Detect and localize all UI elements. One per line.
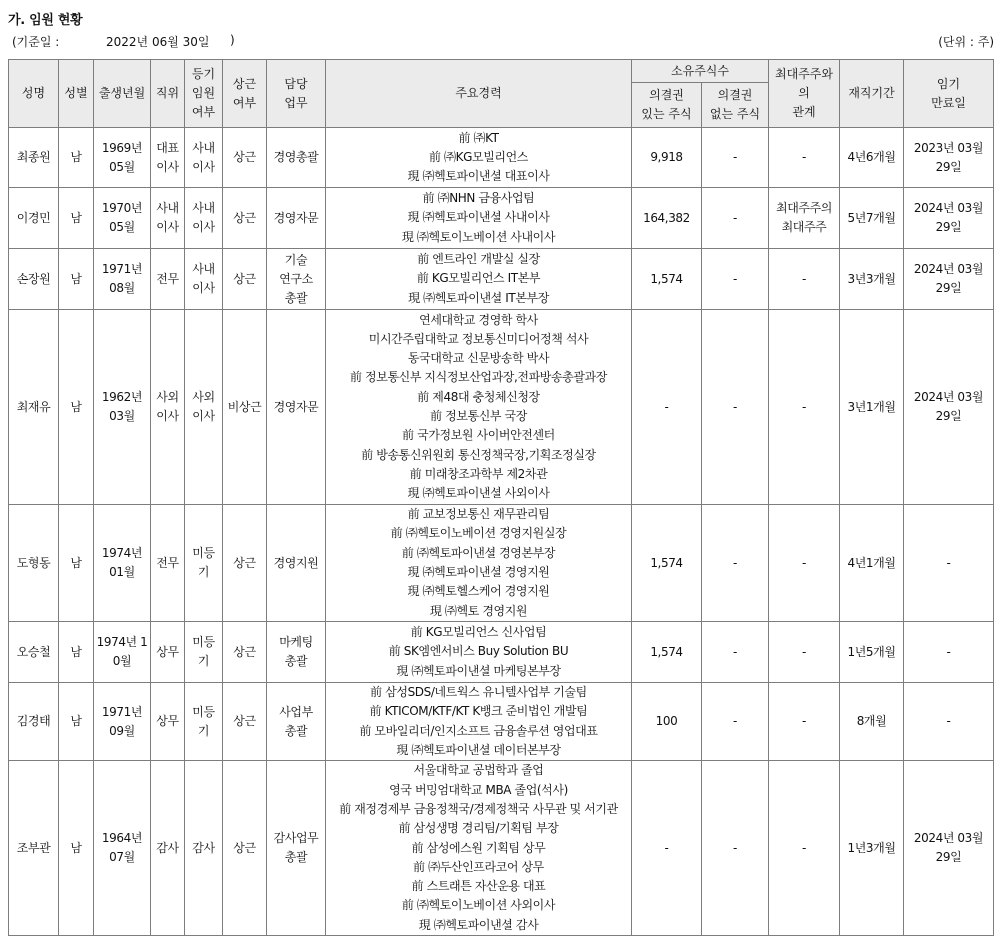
cell-registered bbox=[185, 622, 223, 683]
cell-fulltime: 상근 bbox=[223, 505, 267, 622]
header-registered bbox=[185, 60, 223, 128]
career-line: 前 SK엠엔서비스 Buy Solution BU bbox=[388, 644, 569, 659]
cell-duty bbox=[267, 128, 326, 188]
registered-line1: 미등 bbox=[192, 635, 215, 649]
cell-nonvoting-shares: - bbox=[702, 683, 769, 761]
cell-name: 도형동 bbox=[9, 505, 59, 622]
term-line1: 2024년 03월 bbox=[913, 831, 984, 846]
header-term-line2: 만료일 bbox=[931, 95, 966, 110]
base-date: 2022년 06월 30일 bbox=[106, 35, 210, 49]
cell-tenure: 8개월 bbox=[840, 683, 904, 761]
table-row bbox=[9, 249, 994, 310]
position-line1: 상무 bbox=[156, 644, 179, 659]
cell-fulltime: 상근 bbox=[223, 188, 267, 249]
cell-registered bbox=[185, 128, 223, 188]
header-registered-line1: 등기 bbox=[191, 67, 216, 81]
cell-position bbox=[151, 310, 185, 505]
cell-career bbox=[326, 505, 632, 622]
position-line1: 사내 bbox=[156, 201, 179, 215]
header-duty bbox=[267, 60, 326, 128]
position-line2: 이사 bbox=[156, 409, 179, 423]
cell-fulltime: 상근 bbox=[223, 622, 267, 683]
cell-fulltime: 상근 bbox=[223, 761, 267, 936]
career-line: 前 미래창조과학부 제2차관 bbox=[409, 466, 548, 481]
table-row bbox=[9, 683, 994, 761]
career-line: 前 삼성SDS/네트웍스 유니텔사업부 기술팀 bbox=[370, 685, 587, 699]
career-line: 前 정보통신부 지식정보산업과장,전파방송총괄과장 bbox=[350, 370, 607, 385]
header-fulltime bbox=[223, 60, 267, 128]
career-line: 前 재정경제부 금융정책국/경제정책국 사무관 및 서기관 bbox=[339, 801, 618, 816]
cell-gender: 남 bbox=[59, 310, 94, 505]
header-fulltime-line2: 여부 bbox=[232, 95, 257, 110]
cell-career bbox=[326, 622, 632, 683]
cell-relation bbox=[769, 683, 840, 761]
career-line: 現 ㈜헥토파이낸셜 마케팅본부장 bbox=[396, 663, 561, 678]
cell-relation bbox=[769, 505, 840, 622]
header-term-line1: 임기 bbox=[936, 76, 961, 91]
relation-line1: 최대주주의 bbox=[776, 201, 832, 215]
cell-registered bbox=[185, 310, 223, 505]
term-line2: 29일 bbox=[935, 281, 962, 295]
cell-name: 김경태 bbox=[9, 683, 59, 761]
term-line1: 2023년 03월 bbox=[913, 140, 984, 155]
cell-duty bbox=[267, 761, 326, 936]
cell-tenure: 3년1개월 bbox=[840, 310, 904, 505]
career-line: 前 스트래튼 자산운용 대표 bbox=[411, 879, 546, 894]
cell-tenure: 4년6개월 bbox=[840, 128, 904, 188]
cell-position bbox=[151, 128, 185, 188]
cell-gender: 남 bbox=[59, 505, 94, 622]
cell-name: 손장원 bbox=[9, 249, 59, 310]
position-line1: 대표 bbox=[156, 140, 179, 155]
cell-duty bbox=[267, 505, 326, 622]
header-name: 성명 bbox=[9, 60, 59, 128]
career-line: 前 ㈜KG모빌리언스 bbox=[429, 149, 528, 164]
birth-year: 1964년 bbox=[101, 831, 143, 846]
birth-month: 05월 bbox=[109, 159, 135, 174]
cell-nonvoting-shares: - bbox=[702, 128, 769, 188]
cell-relation bbox=[769, 128, 840, 188]
career-line: 前 ㈜KT bbox=[458, 130, 499, 145]
cell-name: 최종원 bbox=[9, 128, 59, 188]
cell-birth bbox=[94, 128, 151, 188]
cell-voting-shares: 164,382 bbox=[632, 188, 702, 249]
birth-month: 01월 bbox=[109, 565, 135, 579]
base-date-close: ) bbox=[230, 33, 235, 47]
relation-line1: - bbox=[802, 399, 806, 414]
career-line: 現 ㈜헥토파이낸셜 경영지원 bbox=[407, 565, 550, 579]
career-line: 現 ㈜헥토이노베이션 사내이사 bbox=[401, 229, 556, 244]
registered-line1: 사내 bbox=[192, 262, 215, 276]
registered-line2: 이사 bbox=[192, 220, 215, 234]
table-row bbox=[9, 188, 994, 249]
cell-name: 최재유 bbox=[9, 310, 59, 505]
career-line: 연세대학교 경영학 학사 bbox=[419, 312, 538, 327]
cell-birth bbox=[94, 505, 151, 622]
birth-month: 05월 bbox=[109, 220, 135, 234]
cell-duty bbox=[267, 188, 326, 249]
header-row bbox=[9, 60, 994, 83]
table-caption bbox=[8, 33, 994, 51]
career-line: 前 삼성에스원 기획팀 상무 bbox=[411, 840, 546, 855]
table-body bbox=[9, 128, 994, 936]
cell-position bbox=[151, 622, 185, 683]
cell-name: 이경민 bbox=[9, 188, 59, 249]
career-line: 前 엔트라인 개발실 실장 bbox=[417, 252, 540, 267]
duty-line2: 총괄 bbox=[284, 654, 308, 668]
cell-voting-shares: - bbox=[632, 310, 702, 505]
birth-month: 03월 bbox=[109, 409, 135, 423]
duty-line2: 총괄 bbox=[284, 723, 308, 738]
birth-month: 07월 bbox=[109, 850, 135, 865]
registered-line1: 사내 bbox=[192, 140, 215, 155]
cell-registered bbox=[185, 249, 223, 310]
header-voting-line1: 의결권 bbox=[649, 88, 684, 102]
career-line: 영국 버밍엄대학교 MBA 졸업(석사) bbox=[389, 782, 568, 797]
section-title: 가. 임원 현황 bbox=[8, 13, 83, 28]
duty-line1: 기술 bbox=[284, 252, 308, 267]
cell-fulltime: 상근 bbox=[223, 249, 267, 310]
cell-gender: 남 bbox=[59, 128, 94, 188]
cell-tenure: 1년3개월 bbox=[840, 761, 904, 936]
registered-line1: 미등 bbox=[192, 704, 215, 719]
duty-line1: 감사업무 bbox=[273, 831, 319, 846]
cell-position bbox=[151, 761, 185, 936]
table-row bbox=[9, 310, 994, 505]
cell-term-end bbox=[904, 761, 994, 936]
career-line: 前 교보정보통신 재무관리팀 bbox=[407, 507, 550, 522]
cell-voting-shares: 1,574 bbox=[632, 505, 702, 622]
cell-name: 오승철 bbox=[9, 622, 59, 683]
cell-birth bbox=[94, 188, 151, 249]
registered-line2: 기 bbox=[197, 723, 210, 738]
birth-year: 1970년 bbox=[101, 201, 143, 215]
cell-birth bbox=[94, 622, 151, 683]
cell-name: 조부관 bbox=[9, 761, 59, 936]
cell-birth bbox=[94, 310, 151, 505]
career-line: 前 KTICOM/KTF/KT K뱅크 준비법인 개발팀 bbox=[369, 704, 588, 719]
career-line: 現 ㈜헥토파이낸셜 IT본부장 bbox=[408, 290, 549, 305]
cell-duty bbox=[267, 249, 326, 310]
duty-line1: 사업부 bbox=[279, 704, 313, 719]
career-line: 前 ㈜두산인프라코어 상무 bbox=[413, 859, 544, 874]
birth-year: 1962년 bbox=[101, 390, 143, 404]
cell-gender: 남 bbox=[59, 188, 94, 249]
cell-nonvoting-shares: - bbox=[702, 622, 769, 683]
duty-line1: 경영총괄 bbox=[273, 150, 319, 164]
career-line: 現 ㈜헥토파이낸셜 데이터본부장 bbox=[396, 742, 561, 757]
header-duty-line1: 담당 bbox=[284, 76, 308, 91]
cell-fulltime: 상근 bbox=[223, 128, 267, 188]
unit-label: (단위 : 주) bbox=[938, 35, 994, 49]
term-line1: 2024년 03월 bbox=[913, 390, 984, 404]
relation-line1: - bbox=[802, 150, 806, 164]
career-line: 現 ㈜헥토헬스케어 경영지원 bbox=[407, 584, 550, 599]
cell-position bbox=[151, 249, 185, 310]
cell-registered bbox=[185, 505, 223, 622]
career-line: 現 ㈜헥토파이낸셜 사외이사 bbox=[407, 486, 550, 501]
position-line2: 이사 bbox=[156, 159, 179, 174]
cell-career bbox=[326, 310, 632, 505]
cell-voting-shares: 100 bbox=[632, 683, 702, 761]
career-line: 서울대학교 공법학과 졸업 bbox=[413, 763, 544, 778]
birth-year: 1974년 bbox=[101, 546, 143, 560]
career-line: 現 ㈜헥토파이낸셜 사내이사 bbox=[407, 210, 550, 225]
header-registered-line3: 여부 bbox=[191, 105, 216, 119]
header-gender: 성별 bbox=[59, 60, 94, 128]
relation-line2: 최대주주 bbox=[781, 220, 827, 234]
cell-fulltime: 비상근 bbox=[223, 310, 267, 505]
cell-gender: 남 bbox=[59, 761, 94, 936]
birth-year: 1971년 bbox=[101, 704, 143, 719]
registered-line2: 기 bbox=[197, 565, 210, 579]
cell-voting-shares: 1,574 bbox=[632, 249, 702, 310]
cell-term-end bbox=[904, 683, 994, 761]
career-line: 前 ㈜헥토파이낸셜 경영본부장 bbox=[401, 545, 556, 560]
header-relation-line2: 의 bbox=[798, 86, 810, 100]
relation-line1: - bbox=[802, 840, 806, 855]
duty-line2: 연구소 bbox=[279, 271, 313, 286]
header-nonvoting-line2: 없는 주식 bbox=[709, 107, 761, 121]
cell-career bbox=[326, 188, 632, 249]
header-position: 직위 bbox=[151, 60, 185, 128]
term-line2: 29일 bbox=[935, 409, 962, 423]
birth-year: 1971년 bbox=[101, 262, 143, 276]
table-row bbox=[9, 505, 994, 622]
career-line: 前 ㈜NHN 금융사업팀 bbox=[422, 191, 535, 206]
table-row bbox=[9, 761, 994, 936]
term-line2: 29일 bbox=[935, 159, 962, 174]
cell-term-end bbox=[904, 505, 994, 622]
cell-career bbox=[326, 683, 632, 761]
relation-line1: - bbox=[802, 714, 806, 729]
birth-month: 09월 bbox=[109, 723, 135, 738]
cell-birth bbox=[94, 761, 151, 936]
header-relation bbox=[769, 60, 840, 128]
term-line1: - bbox=[946, 644, 951, 659]
career-line: 前 KG모빌리언스 IT본부 bbox=[416, 271, 541, 286]
career-line: 동국대학교 신문방송학 박사 bbox=[407, 351, 550, 366]
duty-line1: 경영자문 bbox=[273, 210, 319, 225]
career-line: 前 모바일리더/인지소프트 금융솔루션 영업대표 bbox=[359, 723, 598, 738]
registered-line2: 이사 bbox=[192, 281, 215, 295]
cell-nonvoting-shares: - bbox=[702, 761, 769, 936]
career-line: 前 ㈜헥토이노베이션 사외이사 bbox=[401, 898, 556, 913]
registered-line1: 사외 bbox=[192, 390, 215, 404]
registered-line2: 기 bbox=[197, 654, 210, 668]
cell-duty bbox=[267, 683, 326, 761]
cell-position bbox=[151, 505, 185, 622]
term-line2: 29일 bbox=[935, 220, 962, 234]
cell-relation bbox=[769, 188, 840, 249]
term-line1: - bbox=[946, 555, 951, 570]
header-nonvoting bbox=[702, 83, 769, 128]
cell-voting-shares: 9,918 bbox=[632, 128, 702, 188]
position-line1: 전무 bbox=[156, 271, 179, 286]
relation-line1: - bbox=[802, 644, 806, 659]
cell-relation bbox=[769, 622, 840, 683]
table-row bbox=[9, 622, 994, 683]
cell-tenure: 1년5개월 bbox=[840, 622, 904, 683]
cell-term-end bbox=[904, 310, 994, 505]
cell-fulltime: 상근 bbox=[223, 683, 267, 761]
header-tenure: 재직기간 bbox=[840, 60, 904, 128]
header-relation-line1: 최대주주와 bbox=[775, 67, 833, 81]
cell-registered bbox=[185, 188, 223, 249]
header-duty-line2: 업무 bbox=[284, 95, 308, 110]
cell-voting-shares: 1,574 bbox=[632, 622, 702, 683]
relation-line1: - bbox=[802, 271, 806, 286]
registered-line1: 사내 bbox=[192, 201, 215, 215]
duty-line1: 경영지원 bbox=[273, 555, 319, 570]
position-line1: 상무 bbox=[156, 714, 179, 729]
duty-line2: 총괄 bbox=[284, 850, 308, 865]
registered-line1: 미등 bbox=[192, 546, 215, 560]
career-line: 前 KG모빌리언스 신사업팀 bbox=[410, 625, 547, 640]
cell-position bbox=[151, 683, 185, 761]
header-relation-line3: 관계 bbox=[792, 105, 816, 119]
cell-term-end bbox=[904, 188, 994, 249]
cell-tenure: 5년7개월 bbox=[840, 188, 904, 249]
cell-nonvoting-shares: - bbox=[702, 249, 769, 310]
cell-career bbox=[326, 249, 632, 310]
header-registered-line2: 임원 bbox=[191, 86, 216, 100]
career-line: 前 방송통신위원회 통신정책국장,기획조정실장 bbox=[361, 447, 596, 462]
career-line: 미시간주립대학교 정보통신미디어정책 석사 bbox=[368, 331, 589, 346]
duty-line1: 경영자문 bbox=[273, 399, 319, 414]
header-career: 주요경력 bbox=[326, 60, 632, 128]
cell-nonvoting-shares: - bbox=[702, 188, 769, 249]
duty-line1: 마케팅 bbox=[279, 635, 313, 649]
cell-relation bbox=[769, 249, 840, 310]
position-line1: 사외 bbox=[156, 390, 179, 404]
career-line: 前 제48대 충청체신청장 bbox=[417, 389, 540, 404]
cell-career bbox=[326, 761, 632, 936]
cell-nonvoting-shares: - bbox=[702, 505, 769, 622]
cell-gender: 남 bbox=[59, 683, 94, 761]
cell-relation bbox=[769, 761, 840, 936]
cell-tenure: 3년3개월 bbox=[840, 249, 904, 310]
cell-relation bbox=[769, 310, 840, 505]
career-line: 現 ㈜헥토 경영지원 bbox=[429, 603, 528, 618]
cell-term-end bbox=[904, 622, 994, 683]
career-line: 現 ㈜헥토파이낸셜 감사 bbox=[418, 917, 539, 932]
cell-career bbox=[326, 128, 632, 188]
cell-registered bbox=[185, 683, 223, 761]
birth-year: 1969년 bbox=[101, 140, 143, 155]
cell-position bbox=[151, 188, 185, 249]
career-line: 前 ㈜헥토이노베이션 경영지원실장 bbox=[390, 526, 567, 541]
table-row bbox=[9, 128, 994, 188]
career-line: 現 ㈜헥토파이낸셜 대표이사 bbox=[407, 169, 550, 184]
cell-nonvoting-shares: - bbox=[702, 310, 769, 505]
cell-gender: 남 bbox=[59, 622, 94, 683]
header-term bbox=[904, 60, 994, 128]
career-line: 前 정보통신부 국장 bbox=[430, 409, 527, 423]
cell-term-end bbox=[904, 128, 994, 188]
registered-line2: 이사 bbox=[192, 409, 215, 423]
term-line1: 2024년 03월 bbox=[913, 262, 984, 276]
cell-birth bbox=[94, 249, 151, 310]
cell-duty bbox=[267, 310, 326, 505]
cell-registered bbox=[185, 761, 223, 936]
base-date-label: (기준일 : bbox=[12, 35, 60, 49]
position-line1: 전무 bbox=[156, 555, 179, 570]
birth-year: 1974년 1 bbox=[96, 635, 148, 649]
term-line1: 2024년 03월 bbox=[913, 201, 984, 215]
cell-term-end bbox=[904, 249, 994, 310]
cell-birth bbox=[94, 683, 151, 761]
term-line2: 29일 bbox=[935, 850, 962, 865]
executive-table bbox=[8, 59, 994, 936]
career-line: 前 삼성생명 경리팀/기획팀 부장 bbox=[398, 821, 559, 836]
header-voting-line2: 있는 주식 bbox=[641, 107, 692, 121]
duty-line3: 총괄 bbox=[284, 290, 308, 305]
registered-line1: 감사 bbox=[192, 840, 215, 855]
header-shares: 소유주식수 bbox=[632, 60, 769, 83]
career-line: 前 국가정보원 사이버안전센터 bbox=[402, 428, 555, 443]
cell-voting-shares: - bbox=[632, 761, 702, 936]
header-fulltime-line1: 상근 bbox=[232, 76, 257, 91]
relation-line1: - bbox=[802, 555, 806, 570]
position-line1: 감사 bbox=[156, 840, 179, 855]
header-voting bbox=[632, 83, 702, 128]
header-birth: 출생년월 bbox=[94, 60, 151, 128]
cell-duty bbox=[267, 622, 326, 683]
term-line1: - bbox=[946, 714, 951, 729]
position-line2: 이사 bbox=[156, 220, 179, 234]
birth-month: 0월 bbox=[112, 654, 132, 668]
cell-gender: 남 bbox=[59, 249, 94, 310]
header-nonvoting-line1: 의결권 bbox=[717, 88, 753, 102]
birth-month: 08월 bbox=[109, 281, 135, 295]
cell-tenure: 4년1개월 bbox=[840, 505, 904, 622]
registered-line2: 이사 bbox=[192, 159, 215, 174]
